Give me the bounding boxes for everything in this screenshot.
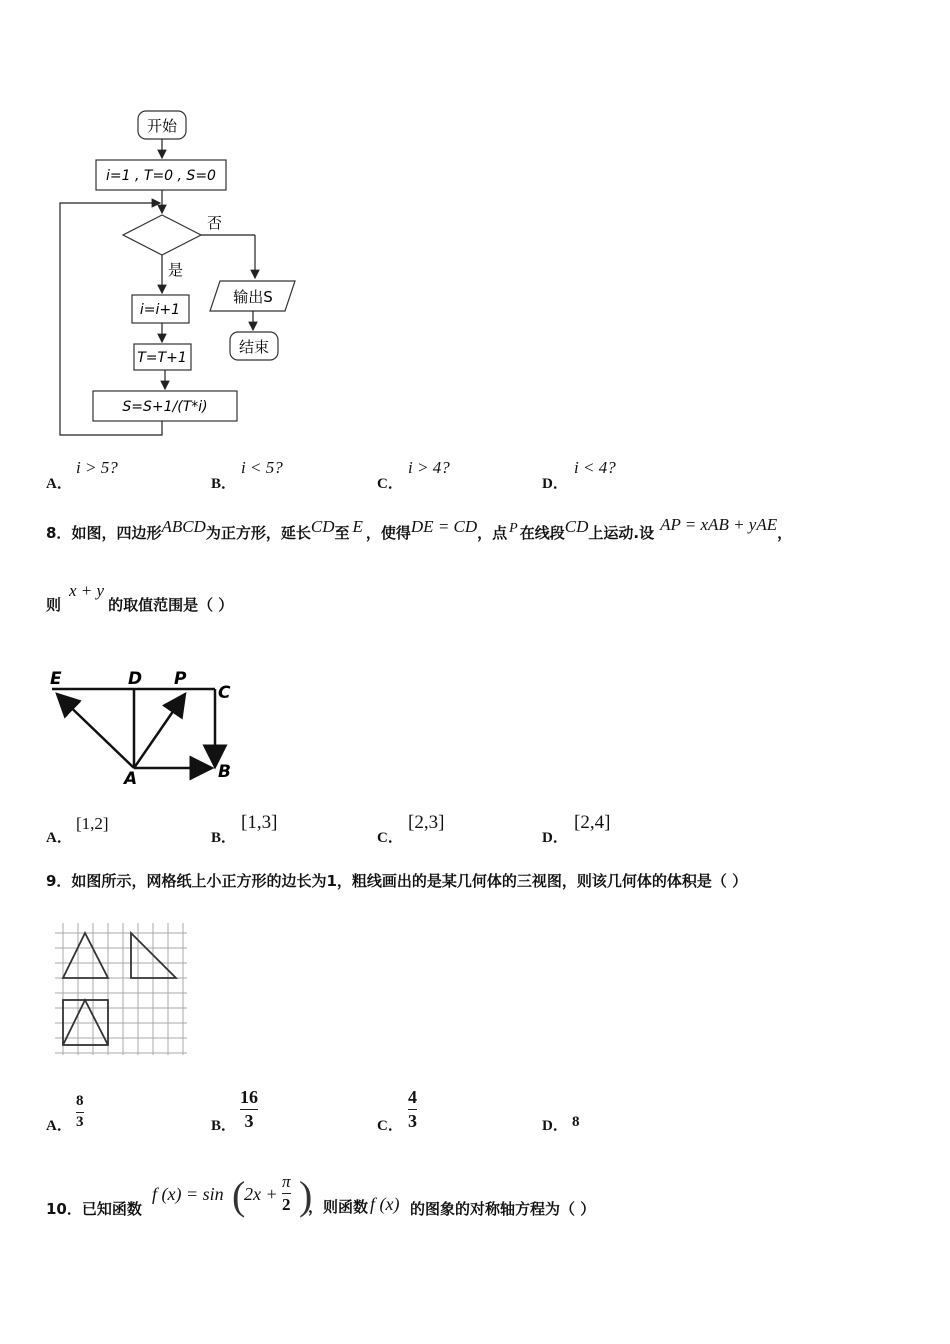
yes-label: 是 [168,261,184,279]
q9-three-view-figure [55,923,187,1055]
output-label: 输出S [233,288,273,306]
q8-math: DE = CD [410,517,478,536]
q8-math: CD [564,517,589,536]
numerator: 4 [408,1087,417,1107]
denominator: 3 [76,1113,84,1130]
q8-math: E [352,517,363,536]
q8-option-c-value: [2,3] [408,812,445,833]
q9-option-d-label: D． [542,1118,568,1134]
start-label: 开始 [146,117,178,135]
q9-option-c-fraction [408,1088,417,1131]
init-label: i=1 , T=0 , S=0 [106,168,216,184]
q9-stem: 9．如图所示，网格纸上小正方形的边长为1，粗线画出的是某几何体的三视图，则该几何体的体积是（ ） [46,872,748,890]
q8-text: 上运动.设 [588,524,655,542]
flowchart [50,100,310,445]
end-label: 结束 [238,338,270,356]
q10-inner: 2x + [244,1184,278,1204]
q8-text: 则 [46,596,62,614]
q9-option-a-fraction [76,1094,84,1131]
q8-math: x + y [69,581,105,600]
denominator: 3 [244,1110,254,1131]
q8-text: 如图，四边形 [71,524,162,542]
q10-fx: f (x) [370,1194,400,1214]
denominator: 2 [282,1194,291,1214]
q8-math: ABCD [161,517,206,536]
step1-label: i=i+1 [139,302,181,318]
label-b: B [218,762,231,782]
q10-text: 的图象的对称轴方程为（ ） [410,1200,596,1218]
q7-option-a-value: i > 5? [76,458,118,477]
step3-label: S=S+1/(T*i) [122,399,208,415]
step2-label: T=T+1 [137,350,187,366]
q9-option-c-label: C． [377,1118,403,1134]
q8-stem-line2 [46,581,234,615]
q7-option-b-value: i < 5? [241,458,283,477]
q8-math: AP = xAB + yAE [660,515,778,534]
left-paren: ( [232,1173,246,1218]
q9-option-b-fraction [240,1088,258,1131]
q7-option-c-label: C． [377,476,403,492]
q7-option-c-value: i > 4? [408,458,450,477]
q8-option-c-label: C． [377,830,403,846]
label-d: D [128,669,143,689]
q8-options [46,810,896,846]
q7-options [46,458,896,494]
q8-stem-line1 [46,515,793,543]
q8-text: ，点 [477,524,508,542]
numerator: 16 [240,1087,258,1107]
label-p: P [174,669,187,689]
q8-text: 在线段 [519,524,565,542]
q8-text: 为正方形，延长 [205,524,311,542]
label-e: E [50,669,62,689]
q9-option-a-label: A． [46,1118,72,1134]
right-paren: ) [299,1173,313,1218]
q10-text: ，则函数 [308,1198,369,1216]
q7-option-a-label: A． [46,476,72,492]
q10-pi-over-two [282,1173,291,1214]
q8-math: P [509,521,518,536]
q8-figure [40,664,250,789]
q8-option-d-label: D． [542,830,568,846]
q9-options [46,1088,896,1138]
q7-option-b-label: B． [211,476,237,492]
q8-math: CD [310,517,335,536]
q8-text: 的取值范围是（ ） [108,596,234,614]
q9-option-d-value: 8 [572,1114,580,1130]
label-a: A [124,769,138,789]
denominator: 3 [408,1110,417,1131]
no-label: 否 [207,214,223,232]
q8-number: 8． [46,524,72,542]
q8-text: 至 [334,524,350,542]
q8-text: ，使得 [365,524,411,542]
q10-stem [46,1170,926,1226]
q7-option-d-value: i < 4? [574,458,616,477]
q7-option-d-label: D． [542,476,568,492]
q8-option-d-value: [2,4] [574,812,611,833]
q9-option-b-label: B． [211,1118,237,1134]
numerator: 8 [76,1093,84,1109]
numerator: π [282,1172,291,1191]
decision-node [123,215,201,255]
q10-number: 10．已知函数 [46,1200,142,1218]
q8-text: ， [777,524,793,542]
label-c: C [218,683,231,703]
q8-option-a-value: [1,2] [76,814,109,833]
q8-option-a-label: A． [46,830,72,846]
q8-option-b-label: B． [211,830,237,846]
q10-function: f (x) = sin [152,1184,224,1204]
q8-option-b-value: [1,3] [241,812,278,833]
